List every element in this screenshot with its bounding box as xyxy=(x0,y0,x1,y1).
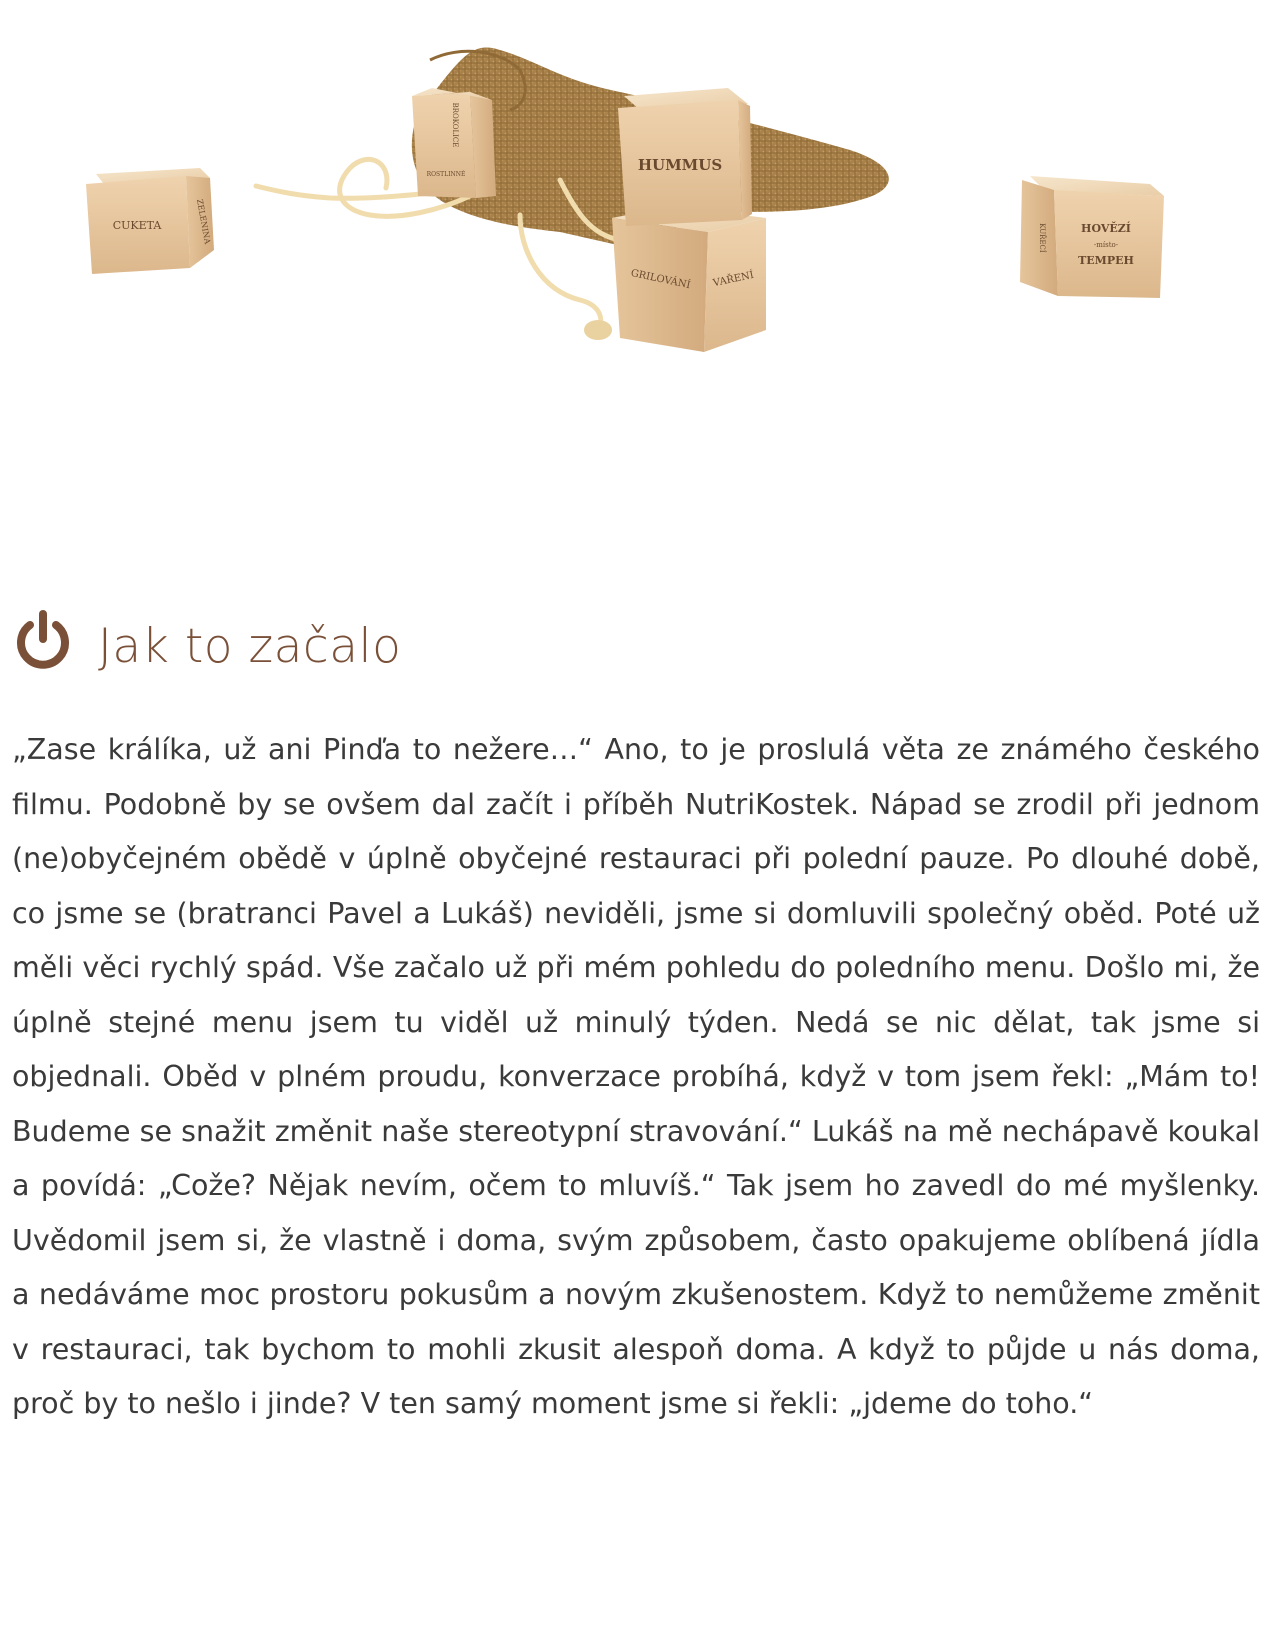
section-heading xyxy=(12,600,1260,680)
cube-label: KUŘECÍ xyxy=(1038,223,1046,253)
cube-label: HUMMUS xyxy=(637,156,723,174)
cube-right xyxy=(1020,176,1164,298)
cube-label: TEMPEH xyxy=(1078,254,1134,267)
section-title: Jak to začalo xyxy=(98,618,402,674)
cube-label: -místo- xyxy=(1093,241,1119,249)
cube-label: GRILOVÁNÍ xyxy=(629,267,692,292)
story-paragraph: „Zase králíka, už ani Pinďa to nežere…“ Ano, to je proslulá věta ze známého českého filmu. Podobně by se ovšem dal začít i příběh NutriKostek. Nápad se zrodil při jednom (ne)obyčejném obědě v úplně obyčejné restauraci při polední pauze. Po dlouhé době, co jsme se (bratranci Pavel a Lukáš) neviděli, jsme si domluvili společný oběd. Poté už měli věci rychlý spád. Vše začalo už při mém pohledu do poledního menu. Došlo mi, že úplně stejné menu jsem tu viděl už minulý týden. Nedá se nic dělat, tak jsme si objednali. Oběd v plném proudu, konverzace probíhá, když v tom jsem řekl: „Mám to! Budeme se snažit změnit naše stereotypní stravování.“ Lukáš na mě nechápavě koukal a povídá: „Cože? Nějak nevím, očem to mluvíš.“ Tak jsem ho zavedl do mé myšlenky. Uvědomil jsem si, že vlastně i doma, svým způsobem, často opakujeme oblíbená jídla a nedáváme moc prostoru pokusům a novým zkušenostem. Když to nemůžeme změnit v restauraci, tak bychom to mohli zkusit alespoň doma. A když to půjde u nás doma, proč by to nešlo i jinde? V ten samý moment jsme si řekli: „jdeme do toho.“ xyxy=(12,733,1260,1420)
cube-label: ROSTLINNÉ xyxy=(426,171,466,178)
cube-label: CUKETA xyxy=(112,219,162,232)
cube-label: BROKOLICE xyxy=(451,102,459,148)
cube-left xyxy=(86,168,214,274)
product-photo-nutrikostky xyxy=(0,0,1275,420)
cube-top-center xyxy=(618,88,752,226)
power-icon xyxy=(12,609,74,671)
cube-bottom xyxy=(612,206,766,352)
cube-behind-bag xyxy=(412,88,496,198)
hero-image xyxy=(0,0,1275,420)
cube-label: HOVĚZÍ xyxy=(1081,222,1131,235)
cube-label: VAŘENÍ xyxy=(712,269,755,290)
about-section xyxy=(12,600,1260,1460)
cube-label: ZELENINA xyxy=(195,198,212,245)
